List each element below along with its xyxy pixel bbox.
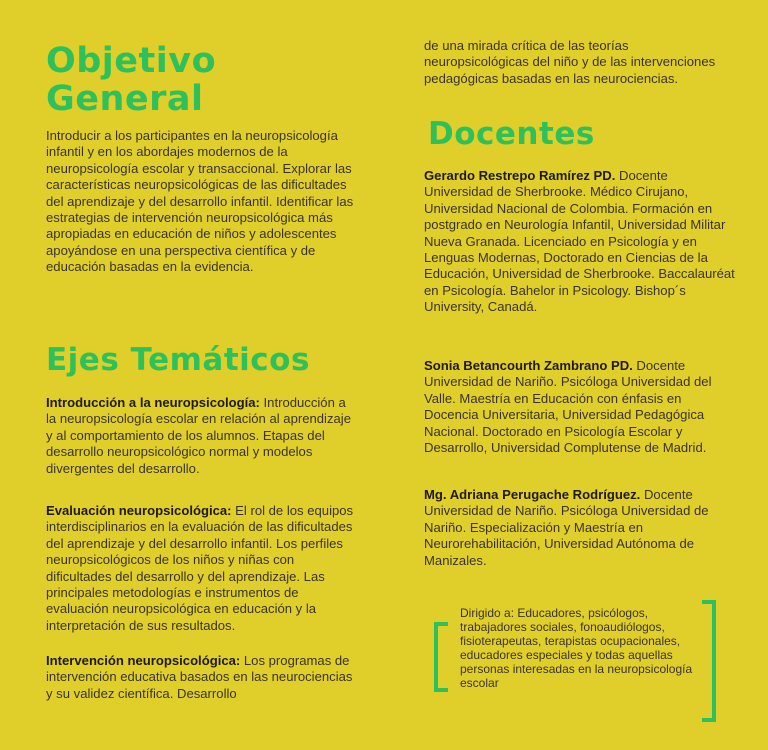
eje-text: Introducción a la neuropsicología escolar en relación al aprendizaje y al comportamiento de los alumnos. Etapas del desarrollo neuropsicológico normal y modelos divergentes del desarrollo. bbox=[46, 395, 351, 476]
eje-text: El rol de los equipos interdisciplinarios en la evaluación de las dificultades del aprendizaje y del desarrollo infantil. Los perfiles neuropsicológicos de los niños y niñas con dificultades del desarrollo y del aprendizaje. Las principales metodologías e instrumentos de evaluación neuropsicológica en educación y la interpretación de sus resultados. bbox=[46, 503, 354, 633]
objetivo-text: Introducir a los participantes en la neuropsicología infantil y en los abordajes modernos de la neuropsicología escolar y transaccional. Explorar las características neuropsicológicas de las dificultades del aprendizaje y del desarrollo infantil. Identificar las estrategias de intervención neuropsicológica más apropiadas en educación de niños y adolescentes apoyándose en una perspectiva científica y de educación basadas en la evidencia. bbox=[46, 128, 354, 275]
docentes-title: Docentes bbox=[428, 116, 595, 152]
ejes-title: Ejes Temáticos bbox=[46, 342, 310, 378]
docente-name: Sonia Betancourth Zambrano PD. bbox=[424, 358, 633, 373]
eje-item-introduccion bbox=[46, 395, 358, 477]
docente-name: Gerardo Restrepo Ramírez PD. bbox=[424, 168, 616, 183]
dirigido-box bbox=[434, 600, 716, 722]
eje-heading: Evaluación neuropsicológica: bbox=[46, 503, 232, 518]
eje-text: Los programas de intervención educativa basados en las neurociencias y su validez científica. Desarrollo bbox=[46, 653, 353, 701]
dirigido-text: Dirigido a: Educadores, psicólogos, trabajadores sociales, fonoaudiólogos, fisioterapeutas, terapistas ocupacionales, educadores especiales y todas aquellas personas interesadas en la neuropsicología escolar bbox=[460, 606, 693, 690]
docente-text: Docente Universidad de Nariño. Psicóloga Universidad de Nariño. Especialización y Maestría en Neurorehabilitación, Universidad Autónoma de Manizales. bbox=[424, 487, 709, 568]
docente-name: Mg. Adriana Perugache Rodríguez. bbox=[424, 487, 641, 502]
left-bracket-shape bbox=[434, 622, 448, 692]
docente-item-perugache bbox=[424, 487, 738, 569]
eje-heading: Introducción a la neuropsicología: bbox=[46, 395, 260, 410]
eje-continuation: de una mirada crítica de las teorías neuropsicológicas del niño y de las intervenciones pedagógicas basadas en las neurociencias. bbox=[424, 38, 716, 86]
eje-heading: Intervención neuropsicológica: bbox=[46, 653, 241, 668]
docente-text: Docente Universidad de Sherbrooke. Médico Cirujano, Universidad Nacional de Colombia. Formación en postgrado en Neurología Infantil, Universidad Militar Nueva Granada. Licenciado en Psicología y en Lenguas Modernas, Doctorado en Ciencias de la Educación, Universidad de Sherbrooke. Baccalauréat en Psicología. Bahelor in Psicology. Bishop´s University, Canadá. bbox=[424, 168, 735, 315]
eje-item-intervencion bbox=[46, 653, 358, 702]
eje-item-evaluacion bbox=[46, 503, 358, 634]
right-bracket-shape bbox=[702, 600, 716, 722]
objetivo-title: Objetivo General bbox=[46, 41, 217, 119]
docente-text: Docente Universidad de Nariño. Psicóloga Universidad del Valle. Maestría en Educación con énfasis en Docencia Universitaria, Universidad Pedagógica Nacional. Doctorado en Psicología Escolar y Desarrollo, Universidad Complutense de Madrid. bbox=[424, 358, 712, 456]
docente-item-betancourth bbox=[424, 358, 738, 456]
docente-item-restrepo bbox=[424, 168, 738, 316]
